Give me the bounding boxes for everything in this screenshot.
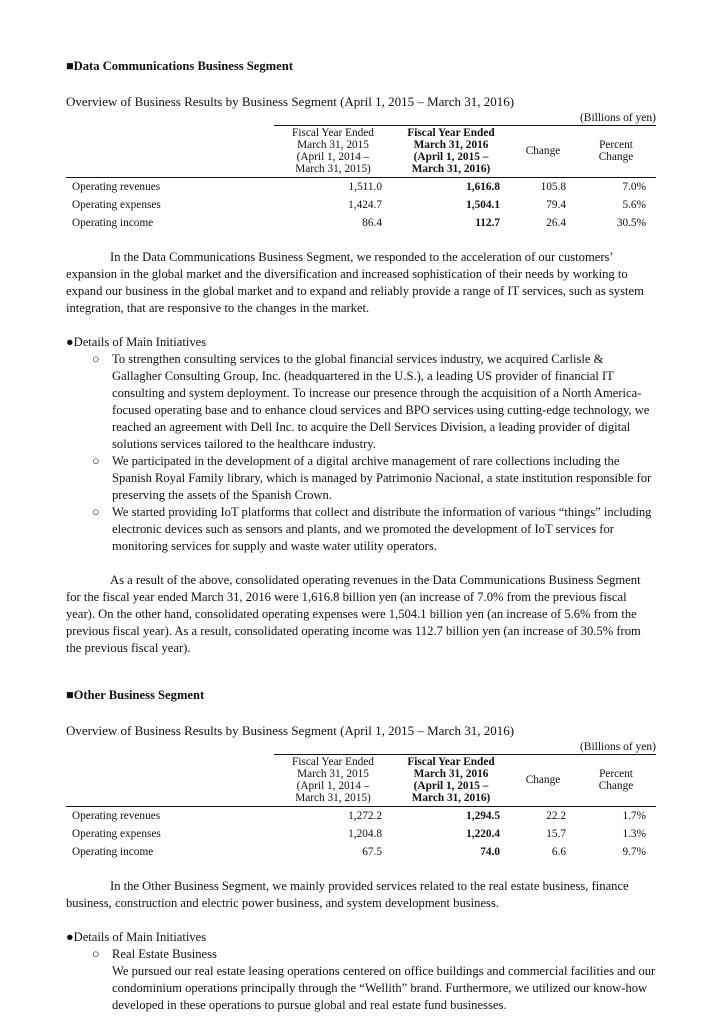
header-percent-change [576, 126, 656, 178]
header-line: Fiscal Year Ended [407, 756, 495, 768]
item-heading: Real Estate Business [112, 947, 217, 961]
header-line: March 31, 2015 [297, 139, 369, 151]
circle-bullet-icon: ○ [92, 454, 100, 468]
header-line: (April 1, 2014 – [296, 780, 370, 792]
table-row [66, 807, 656, 826]
curr-value: 1,220.4 [466, 828, 500, 840]
change-value: 105.8 [540, 181, 566, 193]
initiatives-list [66, 946, 656, 963]
percent-value: 30.5% [616, 217, 646, 229]
header-curr-year [392, 755, 510, 807]
list-item [66, 453, 656, 504]
results-table [66, 125, 656, 232]
circle-bullet-icon: ○ [92, 352, 100, 366]
header-prev-year [274, 126, 392, 178]
header-line: Fiscal Year Ended [292, 756, 374, 768]
header-line: (April 1, 2015 – [413, 151, 489, 163]
header-line: Fiscal Year Ended [407, 127, 495, 139]
circle-bullet-icon: ○ [92, 505, 100, 519]
initiatives-list [66, 351, 656, 555]
table-row [66, 214, 656, 232]
header-change [510, 126, 576, 178]
row-label: Operating expenses [72, 828, 161, 840]
prev-value: 1,424.7 [348, 199, 382, 211]
intro-paragraph: In the Other Business Segment, we mainly provided services related to the real estate business, finance business, construction and electric power business, and system development business. [66, 879, 629, 910]
circle-bullet-icon: ○ [92, 947, 100, 961]
header-line: March 31, 2015 [297, 768, 369, 780]
prev-value: 1,511.0 [348, 181, 382, 193]
curr-value: 112.7 [475, 217, 500, 229]
header-percent-change [576, 755, 656, 807]
percent-value: 7.0% [622, 181, 646, 193]
header-line: Change [598, 151, 634, 163]
header-line: March 31, 2016 [413, 139, 489, 151]
header-line: Fiscal Year Ended [292, 127, 374, 139]
result-paragraph: As a result of the above, consolidated operating revenues in the Data Communications Business Segment for the fiscal year ended March 31, 2016 were 1,616.8 billion yen (an increase of 7.0% from the previous fiscal year). On the other hand, consolidated operating expenses were 1,504.1 billion yen (an increase of 5.6% from the previous fiscal year). As a result, consolidated operating income was 112.7 billion yen (an increase of 30.5% from the previous fiscal year). [66, 573, 641, 655]
header-line: Percent [599, 768, 633, 780]
prev-value: 1,272.2 [348, 810, 382, 822]
curr-value: 74.0 [480, 846, 500, 858]
list-item [66, 504, 656, 555]
percent-value: 9.7% [622, 846, 646, 858]
percent-value: 1.3% [622, 828, 646, 840]
header-line: March 31, 2015) [295, 163, 371, 175]
row-label: Operating expenses [72, 199, 161, 211]
change-value: 15.7 [546, 828, 566, 840]
prev-value: 86.4 [362, 217, 382, 229]
table-caption: Overview of Business Results by Business Segment (April 1, 2015 – March 31, 2016) [66, 94, 515, 109]
item-body: We pursued our real estate leasing operations centered on office buildings and commercial facilities and our condominium operations principally through the “Wellith” brand. Furthermore, we utilized our know-how developed in these operations to pursue global and real estate fund businesses. [112, 964, 656, 1012]
header-line: Percent [599, 139, 633, 151]
segment-title: ■Other Business Segment [66, 688, 205, 702]
header-line: March 31, 2016) [411, 163, 491, 175]
details-heading: ●Details of Main Initiatives [66, 930, 207, 944]
item-text: To strengthen consulting services to the global financial services industry, we acquired Carlisle & Gallagher Consulting Group, Inc. (headquartered in the U.S.), a leading US provider of financial IT consulting and system deployment. To increase our presence through the acquisition of a North America-focused operating base and to enhance cloud services and BPO services using cutting-edge technology, we reached an agreement with Dell Inc. to acquire the Dell Services Division, a leading provider of digital solutions services tailored to the healthcare industry. [112, 352, 650, 451]
change-value: 79.4 [546, 199, 566, 211]
header-line: Change [525, 145, 561, 157]
curr-value: 1,294.5 [466, 810, 500, 822]
row-label: Operating revenues [72, 810, 161, 822]
list-item [66, 946, 656, 963]
header-blank [66, 126, 274, 178]
change-value: 22.2 [546, 810, 566, 822]
change-value: 26.4 [546, 217, 566, 229]
header-prev-year [274, 755, 392, 807]
percent-value: 5.6% [622, 199, 646, 211]
segment-title: ■Data Communications Business Segment [66, 59, 293, 73]
table-caption: Overview of Business Results by Business Segment (April 1, 2015 – March 31, 2016) [66, 723, 515, 738]
row-label: Operating income [72, 846, 154, 858]
header-line: (April 1, 2014 – [296, 151, 370, 163]
header-line: March 31, 2016) [411, 792, 491, 804]
row-label: Operating revenues [72, 181, 161, 193]
item-text: We started providing IoT platforms that collect and distribute the information of various “things” including electronic devices such as sensors and plants, and we promoted the development of IoT services for monitoring services for supply and waste water utility operators. [112, 505, 652, 553]
prev-value: 1,204.8 [348, 828, 382, 840]
header-line: March 31, 2015) [295, 792, 371, 804]
units-note: (Billions of yen) [579, 112, 656, 124]
percent-value: 1.7% [622, 810, 646, 822]
document-page [66, 58, 656, 1014]
details-heading: ●Details of Main Initiatives [66, 335, 207, 349]
header-line: Change [525, 774, 561, 786]
table-row [66, 843, 656, 861]
change-value: 6.6 [551, 846, 566, 858]
units-note: (Billions of yen) [579, 741, 656, 753]
header-line: March 31, 2016 [413, 768, 489, 780]
results-table [66, 754, 656, 861]
header-blank [66, 755, 274, 807]
item-text: We participated in the development of a digital archive management of rare collections including the Spanish Royal Family library, which is managed by Patrimonio Nacional, a state institution responsible for preserving the assets of the Spanish Crown. [112, 454, 652, 502]
header-line: Change [598, 780, 634, 792]
header-line: (April 1, 2015 – [413, 780, 489, 792]
header-change [510, 755, 576, 807]
header-curr-year [392, 126, 510, 178]
table-header-row [66, 126, 656, 178]
table-row [66, 196, 656, 214]
table-row [66, 825, 656, 843]
row-label: Operating income [72, 217, 154, 229]
table-row [66, 178, 656, 197]
list-item [66, 351, 656, 453]
table-header-row [66, 755, 656, 807]
curr-value: 1,616.8 [466, 181, 500, 193]
prev-value: 67.5 [362, 846, 382, 858]
curr-value: 1,504.1 [466, 199, 500, 211]
intro-paragraph: In the Data Communications Business Segment, we responded to the acceleration of our customers’ expansion in the global market and the diversification and increased sophistication of their needs by working to expand our business in the global market and to expand and reliably provide a range of IT services, such as system integration, that are responsive to the changes in the market. [66, 250, 644, 315]
